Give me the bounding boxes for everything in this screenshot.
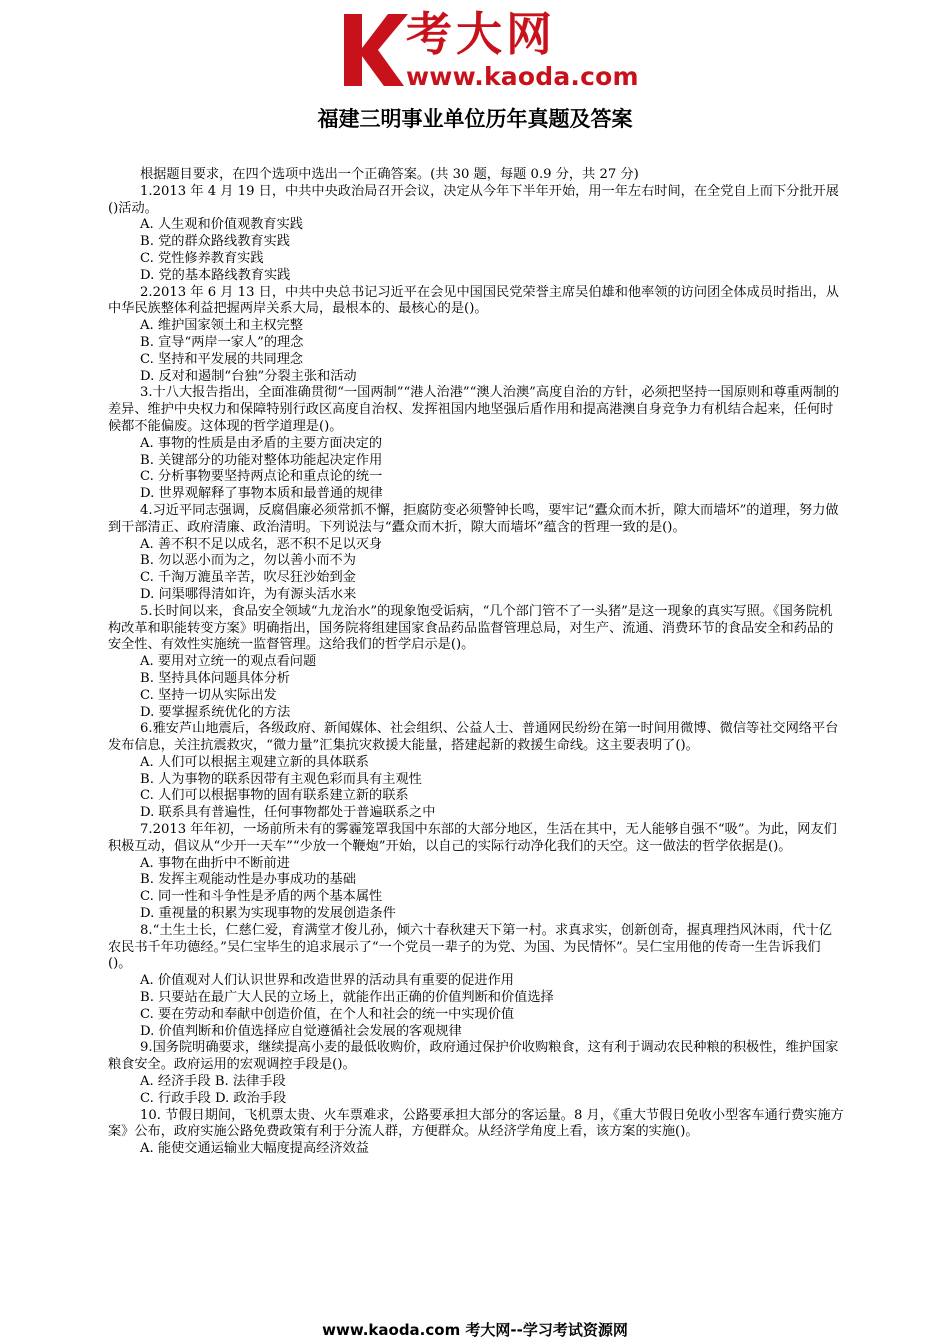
answer-option: D. 联系具有普遍性，任何事物都处于普遍联系之中 [140,805,436,821]
question-text: 8.“土生土长，仁慈仁爱，育满堂才俊儿孙，倾六十春秋建天下第一村。求真求实，创新创奇，握真理挡风沐雨，代十亿农民书千年功德经。”吴仁宝毕生的追求展示了“一个党员一辈子的为党、为国、为民情怀”。吴仁宝用他的传奇一生告诉我们()。 [108,922,832,972]
answer-option: B. 党的群众路线教育实践 [140,234,290,250]
answer-option: C. 人们可以根据事物的固有联系建立新的联系 [140,788,409,804]
answer-option: C. 坚持一切从实际出发 [140,687,277,703]
answer-option: C. 要在劳动和奉献中创造价值，在个人和社会的统一中实现价值 [140,1006,515,1022]
answer-option: C. 同一性和斗争性是矛盾的两个基本属性 [140,889,383,905]
question-text: 7.2013 年年初，一场前所未有的雾霾笼罩我国中东部的大部分地区，生活在其中，无人能够自强不“吸”。为此，网友们积极互动，倡议从“少开一天车”“少放一个鞭炮”开始，以自己的实际行动净化我们的天空。这一做法的哲学依据是()。 [108,822,837,854]
answer-option: A. 维护国家领土和主权完整 [140,318,303,334]
question-text: 6.雅安芦山地震后，各级政府、新闻媒体、社会组织、公益人士、普通网民纷纷在第一时间用微博、微信等社交网络平台发布信息，关注抗震救灾，“微力量”汇集抗灾救援大能量，搭建起新的救援生命线。这主要表明了()。 [108,721,839,754]
answer-option: B. 人为事物的联系因带有主观色彩而具有主观性 [140,771,422,787]
question-text: 1.2013 年 4 月 19 日，中共中央政治局召开会议，决定从今年下半年开始，用一年左右时间，在全党自上而下分批开展()活动。 [108,183,839,216]
answer-option: D. 世界观解释了事物本质和最普通的规律 [140,486,383,502]
answer-option: D. 重视量的积累为实现事物的发展创造条件 [140,906,396,922]
answer-option: A. 价值观对人们认识世界和改造世界的活动具有重要的促进作用 [140,973,514,989]
document-title: 福建三明事业单位历年真题及答案 [317,107,633,131]
answer-option: A. 经济手段 B. 法律手段 [140,1074,286,1090]
answer-option: A. 人们可以根据主观建立新的具体联系 [140,754,369,770]
answer-option: D. 要掌握系统优化的方法 [140,704,291,720]
logo-text: 考大网 [406,7,556,61]
answer-option: A. 要用对立统一的观点看问题 [140,654,317,670]
answer-option: B. 发挥主观能动性是办事成功的基础 [140,872,356,888]
answer-option: A. 能使交通运输业大幅度提高经济效益 [140,1141,369,1157]
answer-option: B. 勿以恶小而为之，勿以善小而不为 [140,553,356,569]
answer-option: C. 党性修养教育实践 [140,250,264,266]
answer-option: B. 宣导“两岸一家人”的理念 [140,334,304,350]
question-text: 4.习近平同志强调，反腐倡廉必须常抓不懈，拒腐防变必须警钟长鸣，要牢记“蠹众而木折，隙大而墙坏”的道理，努力做到干部清正、政府清廉、政治清明。下列说法与“蠹众而木折，隙大而墙坏”蕴含的哲理一致的是()。 [108,502,839,535]
question-text: 2.2013 年 6 月 13 日，中共中央总书记习近平在会见中国国民党荣誉主席吴伯雄和他率领的访问团全体成员时指出，从中华民族整体利益把握两岸关系大局，最根本的、最核心的是()。 [108,284,839,317]
k-logo-icon [340,10,412,90]
answer-option: B. 只要站在最广大人民的立场上，就能作出正确的价值判断和价值选择 [140,990,554,1006]
answer-option: C. 分析事物要坚持两点论和重点论的统一 [140,469,383,485]
question-text: 5.长时间以来，食品安全领域“九龙治水”的现象饱受诟病，“几个部门管不了一头猪”是这一现象的真实写照。《国务院机构改革和职能转变方案》明确指出，国务院将组建国家食品药品监督管理总局，对生产、流通、消费环节的食品安全和药品的安全性、有效性实施统一监督管理。这给我们的哲学启示是()。 [108,603,834,653]
answer-option: C. 千淘万漉虽辛苦，吹尽狂沙始到金 [140,570,356,586]
question-text: 3.十八大报告指出，全面准确贯彻“一国两制”“港人治港”“澳人治澳”高度自治的方针，必须把坚持一国原则和尊重两制的差异、维护中央权力和保障特别行政区高度自治权、发挥祖国内地坚强后盾作用和提高港澳自身竞争力有机结合起来，任何时候都不能偏废。这体现的哲学道理是()。 [108,385,840,434]
answer-option: B. 坚持具体问题具体分析 [140,670,290,686]
page-footer: www.kaoda.com 考大网--学习考试资源网 [322,1321,628,1339]
answer-option: A. 事物的性质是由矛盾的主要方面决定的 [140,435,383,451]
answer-option: B. 关键部分的功能对整体功能起决定作用 [140,452,383,468]
logo-url: www.kaoda.com [406,62,639,91]
question-text: 10. 节假日期间，飞机票太贵、火车票难求，公路要承担大部分的客运量。8 月，《重大节假日免收小型客车通行费实施方案》公布，政府实施公路免费政策有利于分流人群，方便群众。从经济学角度上看，该方案的实施()。 [108,1107,844,1140]
answer-option: D. 反对和遏制“台独”分裂主张和活动 [140,368,357,384]
answer-option: C. 行政手段 D. 政治手段 [140,1090,287,1106]
document-body [108,167,844,1158]
answer-option: A. 人生观和价值观教育实践 [140,217,303,233]
answer-option: D. 问渠哪得清如许，为有源头活水来 [140,586,357,602]
question-text: 9.国务院明确要求，继续提高小麦的最低收购价，政府通过保护价收购粮食，这有利于调动农民种粮的积极性，维护国家粮食安全。政府运用的宏观调控手段是()。 [108,1040,839,1073]
answer-option: A. 善不积不足以成名，恶不积不足以灭身 [140,536,383,552]
answer-option: A. 事物在曲折中不断前进 [140,855,290,871]
answer-option: C. 坚持和平发展的共同理念 [140,351,304,367]
site-logo [340,8,670,100]
question-text: 根据题目要求，在四个选项中选出一个正确答案。(共 30 题，每题 0.9 分，共 27 分) [140,167,639,182]
answer-option: D. 党的基本路线教育实践 [140,267,291,283]
answer-option: D. 价值判断和价值选择应自觉遵循社会发展的客观规律 [140,1023,462,1039]
